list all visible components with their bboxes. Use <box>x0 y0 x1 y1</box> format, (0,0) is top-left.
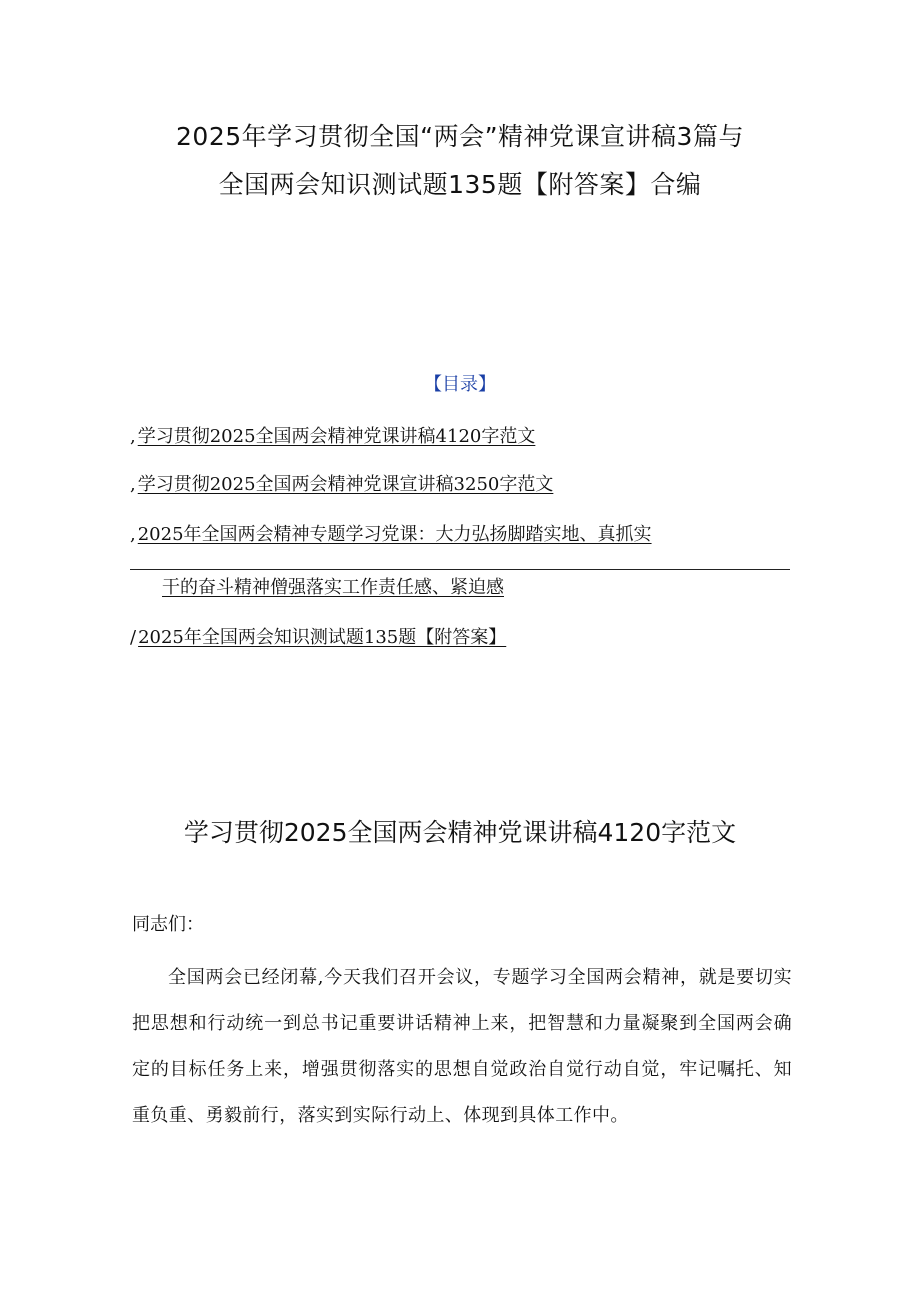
toc-item-link[interactable]: 干的奋斗精神僧强落实工作责任感、紧迫感 <box>162 577 504 598</box>
toc-item-prefix: , <box>130 474 136 495</box>
toc-item-prefix: / <box>130 627 137 648</box>
toc-item[interactable] <box>130 422 535 448</box>
section-title: 学习贯彻2025全国两会精神党课讲稿4120字范文 <box>183 818 737 847</box>
toc-item-continuation[interactable] <box>162 573 504 599</box>
toc-item[interactable] <box>130 520 652 546</box>
toc-item-link[interactable]: 2025年全国两会精神专题学习党课：大力弘扬脚踏实地、真抓实 <box>137 524 652 545</box>
toc-item-link[interactable]: 学习贯彻2025全国两会精神党课宣讲稿3250字范文 <box>137 474 554 495</box>
toc-item-link[interactable]: 学习贯彻2025全国两会精神党课讲稿4120字范文 <box>137 426 536 447</box>
toc-item-prefix: , <box>130 426 136 447</box>
toc-item[interactable] <box>130 470 553 496</box>
divider-line <box>130 569 790 570</box>
toc-item-prefix: , <box>130 524 136 545</box>
greeting: 同志们： <box>132 914 204 935</box>
document-title-line-2: 全国两会知识测试题135题【附答案】合编 <box>218 170 702 199</box>
body-paragraph: 全国两会已经闭幕,今天我们召开会议，专题学习全国两会精神，就是要切实把思想和行动统一到总书记重要讲话精神上来，把智慧和力量凝聚到全国两会确定的目标任务上来，增强贯彻落实的思想自觉政治自觉行动自觉，牢记嘱托、知重负重、勇毅前行，落实到实际行动上、体现到具体工作中。 <box>132 967 792 1126</box>
document-title-line-1: 2025年学习贯彻全国“两会”精神党课宣讲稿3篇与 <box>176 122 744 151</box>
toc-heading: 【目录】 <box>424 374 496 395</box>
toc-item-link[interactable]: 2025年全国两会知识测试题135题【附答案】 <box>138 627 507 648</box>
toc-item[interactable] <box>130 623 506 649</box>
